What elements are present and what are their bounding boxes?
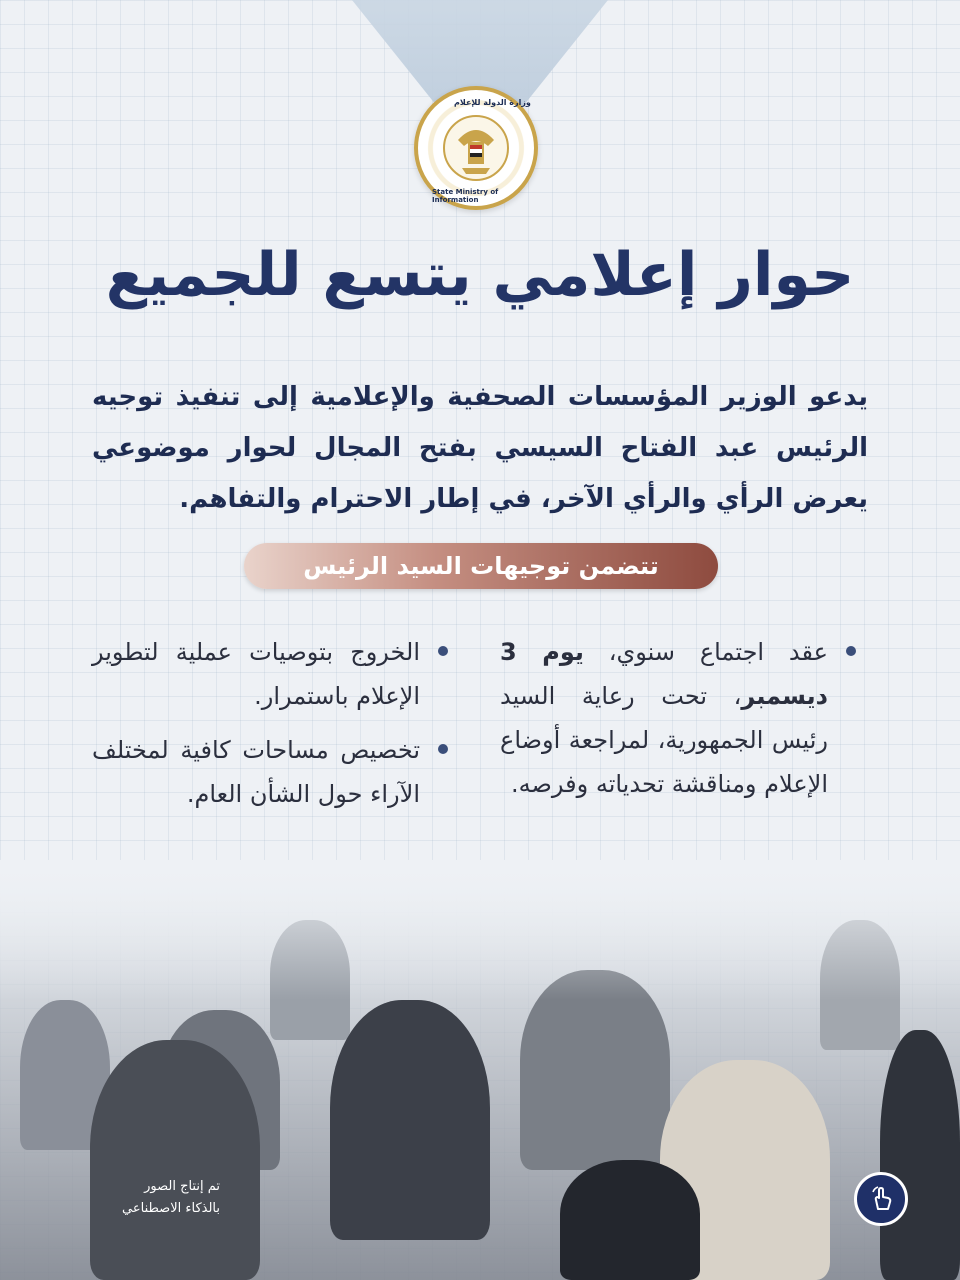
left-column	[92, 630, 452, 826]
credit-line-2: بالذكاء الاصطناعي	[122, 1201, 220, 1216]
list-item	[92, 630, 452, 718]
section-label: تتضمن توجيهات السيد الرئيس	[303, 552, 659, 580]
bullet-dot-icon	[438, 744, 448, 754]
touch-hand-icon[interactable]	[854, 1172, 908, 1226]
intro-paragraph: يدعو الوزير المؤسسات الصحفية والإعلامية إلى تنفيذ توجيه الرئيس عبد الفتاح السيسي بفتح المجال لحوار موضوعي يعرض الرأي والرأي الآخر، في إطار الاحترام والتفاهم.	[92, 382, 868, 514]
bullet-text: تخصيص مساحات كافية لمختلف الآراء حول الشأن العام.	[92, 736, 420, 808]
ai-image-credit	[90, 1176, 220, 1220]
hand-pointer-icon	[866, 1184, 896, 1214]
bullet-text-date: يوم 3 ديسمبر	[500, 638, 828, 710]
photo-fade	[0, 860, 960, 1000]
bullet-text-start: عقد اجتماع سنوي،	[583, 638, 828, 666]
ministry-seal-logo	[414, 86, 538, 210]
seal-arabic-text: وزارة الدولة للإعلام	[454, 98, 531, 107]
seal-english-text: State Ministry of Information	[432, 188, 499, 204]
credit-line-1: تم إنتاج الصور	[144, 1179, 220, 1194]
bullet-text-end: ، تحت رعاية السيد رئيس الجمهورية، لمراجعة أوضاع الإعلام ومناقشة تحدياته وفرصه.	[500, 682, 828, 798]
bullet-dot-icon	[846, 646, 856, 656]
right-column	[500, 630, 860, 816]
page-title: حوار إعلامي يتسع للجميع	[105, 240, 855, 310]
section-label-pill	[244, 543, 718, 589]
bullet-dot-icon	[438, 646, 448, 656]
list-item	[92, 728, 452, 816]
list-item	[500, 630, 860, 806]
bullet-text: الخروج بتوصيات عملية لتطوير الإعلام باستمرار.	[92, 638, 420, 710]
